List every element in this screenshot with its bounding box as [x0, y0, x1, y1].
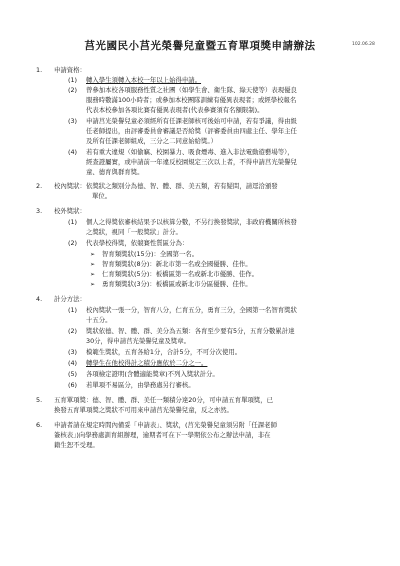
arrow-bullet-icon: ➢ [90, 261, 96, 268]
s4-item-2-line-1: 獎狀依德、智、體、群、美分為五類：各育至少要有5分，五育分數累計達 [86, 327, 295, 335]
s1-item-4-line-3: 童、德育與群育獎。 [86, 168, 144, 176]
s3-item-1-line-2: 之獎狀，視同「一般獎狀」計分。 [86, 228, 182, 236]
s4-item-2-number: (2) [68, 327, 78, 335]
s4-item-1-line-2: 十五分。 [86, 316, 112, 324]
s1-item-3-line-2: 任老師提出，由評審委員會審議是否給獎（評審委員由四處主任、學年主任 [86, 127, 297, 135]
section-5-line-1: 五育單項獎：德、智、體、群、美任一類積分達20分，可申請五育單項獎，已 [54, 396, 274, 404]
s1-item-2-line-3: 代表本校參加各項比賽有優異表現者(代表參賽須有名額限制)。 [86, 106, 264, 114]
s3-bullet-4: 勇育類獎狀(3分)：板橋區或新北市分區優勝、佳作。 [102, 280, 252, 288]
s1-item-1-number: (1) [68, 76, 78, 84]
s3-item-1-line-1: 個人之得獎依審核結果予以核算分數，不另行換發獎狀，非政府機關所核發 [86, 218, 297, 226]
s3-bullet-1: 智育類獎狀(15分)：全國第一名。 [102, 250, 199, 258]
s3-item-2-text: 代表學校得獎，依競賽性質區分為： [86, 239, 189, 247]
s4-item-6-text: 若單項不易區分，由學務處另行審核。 [86, 381, 195, 389]
s4-item-2-line-2: 30分，得申請莒光榮譽兒童及獎章。 [86, 337, 190, 345]
section-6-number: 6. [36, 421, 43, 429]
s3-bullet-2: 智育類獎狀(8分)：新北市第一名或全國優勝、佳作。 [102, 260, 252, 268]
section-4-label: 計分方法： [54, 295, 86, 303]
section-6-line-2: 簽核表」)向學務處訓育組辦理，逾期者可在下一學期依公布之辦法申請，非在 [54, 431, 271, 439]
s4-item-6-number: (6) [68, 381, 78, 389]
arrow-bullet-icon: ➢ [90, 251, 96, 258]
s1-item-4-number: (4) [68, 148, 78, 156]
s1-item-1-text: 轉入學生須轉入本校一年以上始得申請。 [86, 76, 202, 84]
s4-item-4-number: (4) [68, 359, 78, 367]
section-1-label: 申請資格： [54, 66, 86, 74]
section-4-number: 4. [36, 295, 43, 303]
s1-item-3-line-1: 申請莒光榮譽兒童必須經所有任課老師核可後始可申請，若有爭議，得由級 [86, 117, 297, 125]
revision-date: 102.06.28 [352, 42, 375, 47]
section-1-number: 1. [36, 66, 43, 74]
s1-item-4-line-1: 若有重大違規（如偷竊、校園暴力、吸食煙毒、進入非法電動遊藝場等）， [86, 148, 294, 156]
s3-bullet-3: 仁育類獎狀(5分)：板橋區第一名或新北市優勝、佳作。 [102, 270, 259, 278]
document-title: 莒光國民小莒光榮譽兒童暨五育單項獎申請辦法 [84, 40, 316, 52]
s4-item-1-line-1: 校內獎狀一張一分，智育八分，仁育五分，勇育三分，全國第一名智育獎狀 [86, 306, 297, 314]
s1-item-2-number: (2) [68, 86, 78, 94]
section-2-line-1: 校內獎狀：依獎狀之類別分為德、智、體、群、美五類，若有疑問，請逕洽頒發 [54, 182, 278, 190]
section-3-number: 3. [36, 207, 43, 215]
section-2-number: 2. [36, 182, 43, 190]
section-6-line-3: 籍生恕不受理。 [54, 441, 99, 449]
arrow-bullet-icon: ➢ [90, 281, 96, 288]
section-6-line-1: 申請者請在規定時間內備妥「申請表」、獎狀，(莒光榮譽兒童須另附「任課老師 [54, 421, 277, 429]
s4-item-3-number: (3) [68, 348, 78, 356]
s4-item-3-text: 模範生獎狀，五育各給1分，合計5分，不可分次使用。 [86, 348, 242, 356]
arrow-bullet-icon: ➢ [90, 271, 96, 278]
section-5-line-2: 換發五育單項獎之獎狀不可用來申請莒光榮譽兒童，反之亦然。 [54, 406, 233, 414]
s1-item-3-line-3: 及所有任課老師組成，三分之二同意始給獎。） [86, 137, 218, 145]
s4-item-5-text: 各項檢定證明(含體適能獎章)不列入獎狀計分。 [86, 370, 219, 378]
s4-item-4-text: 轉學生在他校得計之積分應依於二分之一。 [86, 359, 208, 367]
s1-item-2-line-1: 曾參加本校各項服務性質之社團（如學生會、衛生隊、綠天使等）表現優良 [86, 86, 297, 94]
s1-item-4-line-2: 經查證屬實，或申請前一年違反校園規定三次以上者，不得申請莒光榮譽兒 [86, 158, 297, 166]
s4-item-1-number: (1) [68, 306, 78, 314]
s1-item-3-number: (3) [68, 117, 78, 125]
section-3-label: 校外獎狀： [54, 207, 86, 215]
s3-item-1-number: (1) [68, 218, 78, 226]
section-2-line-2: 單位。 [92, 192, 112, 200]
s3-item-2-number: (2) [68, 239, 78, 247]
s1-item-2-line-2: 服務時數滿100小時者；或參加本校團隊訓練有優異表現者；或經學校報名 [86, 96, 297, 104]
s4-item-5-number: (5) [68, 370, 78, 378]
section-5-number: 5. [36, 396, 43, 404]
